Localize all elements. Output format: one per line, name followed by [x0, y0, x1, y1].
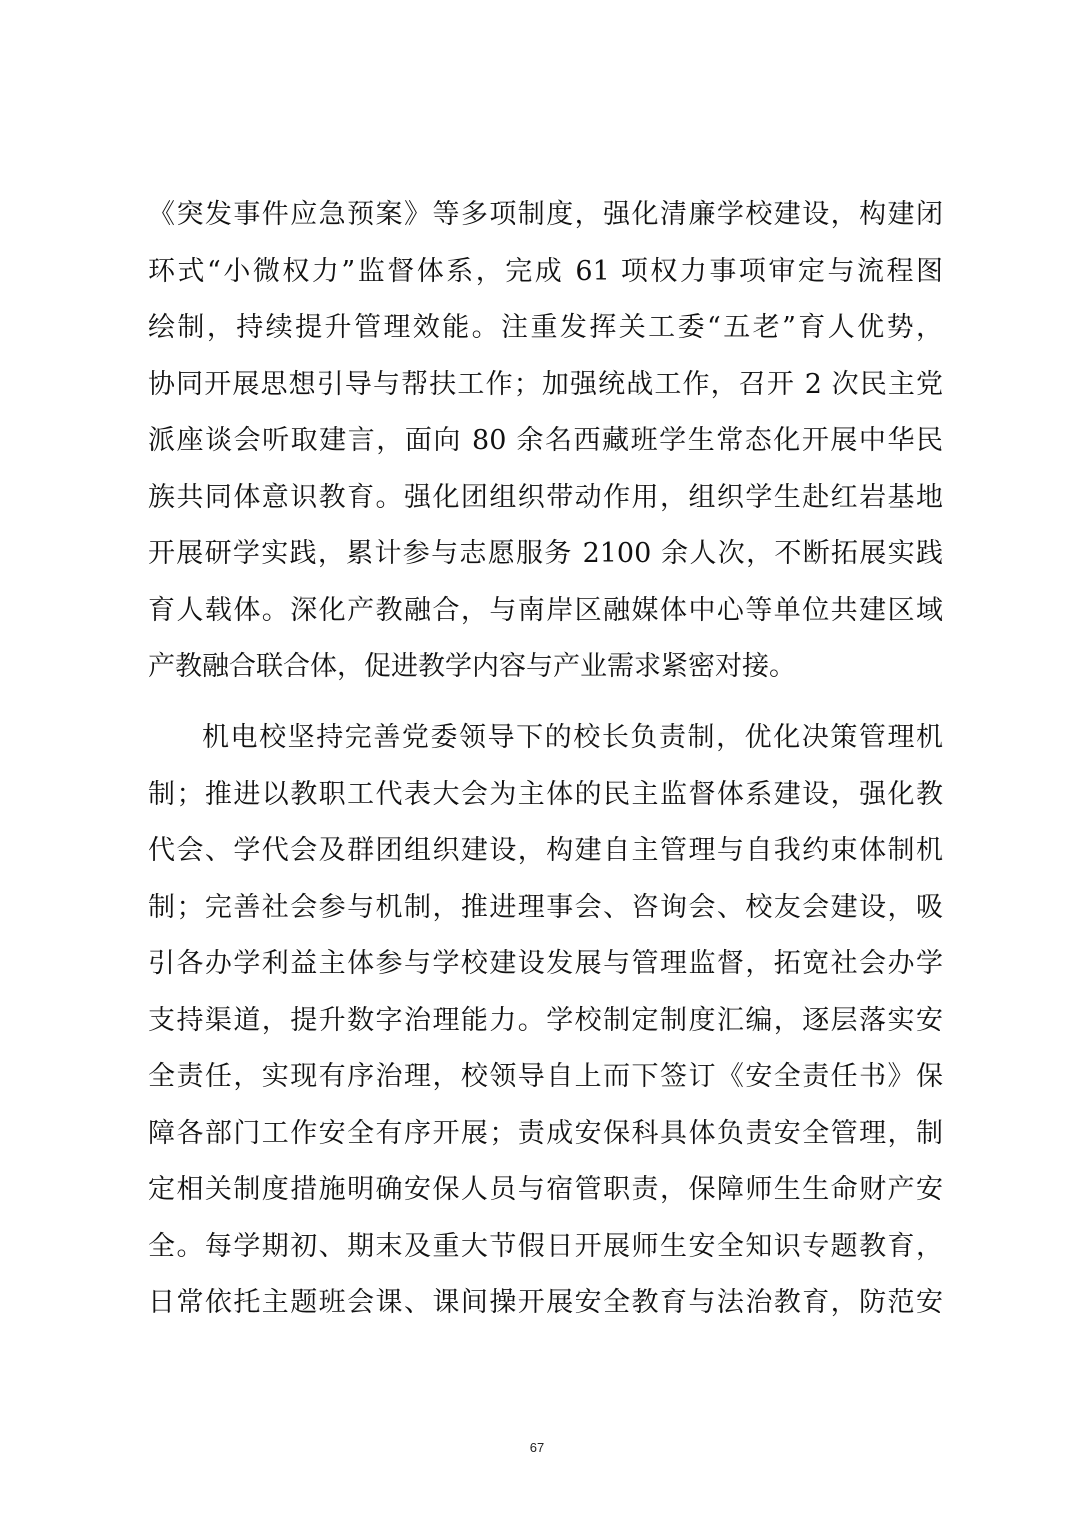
text-line: 制；完善社会参与机制，推进理事会、咨询会、校友会建设，吸 [148, 891, 943, 923]
text-line: 日常依托主题班会课、课间操开展安全教育与法治教育，防范安 [148, 1287, 943, 1318]
text-line: 育人载体。深化产教融合，与南岸区融媒体中心等单位共建区域 [148, 594, 943, 626]
text-line: 派座谈会听取建言，面向 80 余名西藏班学生常态化开展中华民 [148, 425, 943, 456]
text-line: 代会、学代会及群团组织建设，构建自主管理与自我约束体制机 [148, 835, 943, 866]
text-line: 机电校坚持完善党委领导下的校长负责制，优化决策管理机 [202, 722, 943, 753]
text-line: 产教融合联合体，促进教学内容与产业需求紧密对接。 [148, 651, 796, 682]
text-line: 协同开展思想引导与帮扶工作；加强统战工作，召开 2 次民主党 [148, 368, 943, 400]
text-line: 引各办学利益主体参与学校建设发展与管理监督，拓宽社会办学 [148, 948, 943, 979]
text-line: 绘制，持续提升管理效能。注重发挥关工委“五老”育人优势， [148, 312, 943, 343]
text-line: 定相关制度措施明确安保人员与宿管职责，保障师生生命财产安 [148, 1174, 943, 1205]
text-line: 环式“小微权力”监督体系，完成 61 项权力事项审定与流程图 [148, 255, 943, 287]
text-line: 《突发事件应急预案》等多项制度，强化清廉学校建设，构建闭 [148, 199, 943, 230]
paragraph-2 [148, 710, 943, 1332]
text-line: 支持渠道，提升数字治理能力。学校制定制度汇编，逐层落实安 [148, 1004, 943, 1036]
paragraph-1 [148, 187, 943, 696]
text-line: 障各部门工作安全有序开展；责成安保科具体负责安全管理，制 [148, 1117, 943, 1149]
text-line: 全。每学期初、期末及重大节假日开展师生安全知识专题教育， [148, 1230, 943, 1262]
page-number: 67 [529, 1440, 545, 1455]
text-line: 族共同体意识教育。强化团组织带动作用，组织学生赴红岩基地 [148, 481, 943, 513]
text-line: 开展研学实践，累计参与志愿服务 2100 余人次，不断拓展实践 [148, 538, 943, 569]
text-line: 制；推进以教职工代表大会为主体的民主监督体系建设，强化教 [148, 778, 943, 810]
text-line: 全责任，实现有序治理，校领导自上而下签订《安全责任书》保 [148, 1061, 943, 1092]
